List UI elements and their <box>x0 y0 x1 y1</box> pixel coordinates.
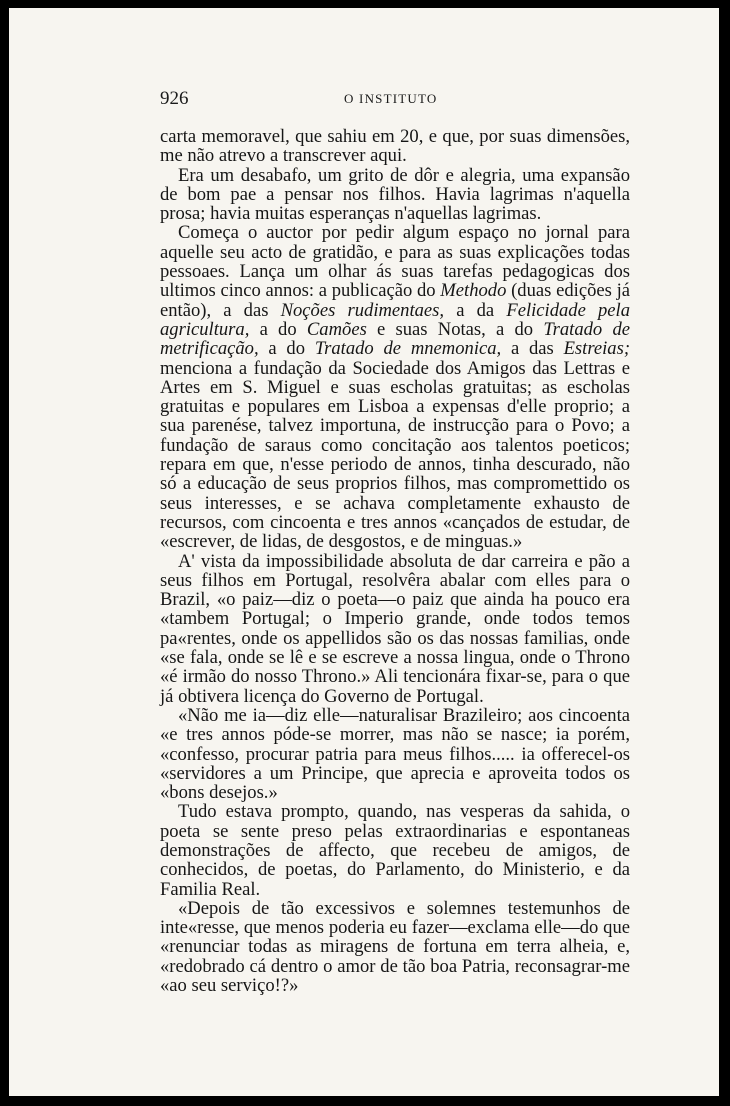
book-title-estreias: Estreias; <box>563 338 631 360</box>
page-number: 926 <box>160 88 189 109</box>
book-title-felicidade: Felicidade pela agricultura, <box>160 299 631 340</box>
running-title: O INSTITUTO <box>344 91 438 106</box>
scan-border-top <box>0 0 730 8</box>
scan-border-left <box>0 0 9 1106</box>
scan-border-bottom <box>0 1096 730 1106</box>
book-title-mnemonica: Tratado de mnemonica, <box>314 338 502 360</box>
text-run: (duas edições já então), a das <box>160 280 630 321</box>
paragraph-6: Tudo estava prompto, quando, nas vesperas da sahida, o poeta se sente preso pelas extraordinarias e espontaneas demonstrações de affecto, que recebeu de amigos, de conhecidos, de poetas, do Parlamento, do Ministerio, e da Familia Real. <box>160 801 630 900</box>
text-run: e suas Notas, a do <box>366 318 544 340</box>
page-header <box>160 88 630 112</box>
text-run: a do <box>258 338 315 360</box>
paragraph-2: Era um desabafo, um grito de dôr e alegria, uma expansão de bom pae a pensar nos filhos. Havia lagrimas n'aquella prosa; havia muitas esperanças n'aquellas lagrimas. <box>160 164 630 225</box>
paragraph-7: «Depois de tão excessivos e solemnes testemunhos de inte«resse, que menos poderia eu fazer—exclama elle—do que «renunciar todas as miragens de fortuna em terra alheia, e, «redobrado cá dentro o amor de tão boa Patria, reconsagrar-me «ao seu serviço!?» <box>160 897 630 997</box>
paragraph-1: carta memoravel, que sahiu em 20, e que, por suas dimensões, me não atrevo a transcrever aqui. <box>160 126 630 167</box>
book-title-metrificacao: Tratado de metrificação, <box>160 318 630 360</box>
body-text <box>160 127 630 995</box>
paragraph-4: A' vista da impossibilidade absoluta de dar carreira e pão a seus filhos em Portugal, resolvêra abalar com elles para o Brazil, «o paiz—diz o poeta—o paiz que ainda ha pouco era «tambem Portugal; o Imperio grande, onde todos temos pa«rentes, onde os appellidos são os das nossas familias, onde «se fala, onde se lê e se escreve a nossa lingua, onde o Throno «é irmão do nosso Throno.» Ali tencionára fixar-se, para o que já obtivera licença do Governo de Portugal. <box>160 550 630 707</box>
scan-border-right <box>719 0 730 1106</box>
text-run: a da <box>444 299 507 321</box>
paragraph-5: «Não me ia—diz elle—naturalisar Brazileiro; aos cincoenta «e tres annos póde-se morrer, mas não se nasce; ia porém, «confesso, procurar patria para meus filhos..... ia offerecel-os «servidores a um Principe, que aprecia e aproveita todos os «bons desejos.» <box>160 704 630 804</box>
text-run: menciona a fundação da Sociedade dos Amigos das Lettras e Artes em S. Miguel e suas escholas gratuitas; as escholas gratuitas e populares em Lisboa a expensas d'elle proprio; a sua parenése, talvez importuna, de instrucção para o Povo; a fundação de saraus como concitação aos talentos poeticos; repara em que, n'esse periodo de annos, tinha descurado, não só a educação de seus proprios filhos, mas compromettido os seus interesses, e se achava completamente exhausto de recursos, com cincoenta e tres annos «cançados de estudar, de «escrever, de lidas, de desgostos, e de minguas.» <box>160 357 630 553</box>
text-run: a das <box>501 338 564 360</box>
book-title-nocoes: Noções rudimentaes, <box>280 299 445 321</box>
book-title-methodo: Methodo <box>440 280 507 302</box>
text-run: Começa o auctor por pedir algum espaço no jornal para aquelle seu acto de gratidão, e para as suas explicações todas pessoaes. Lança um olhar ás suas tarefas pedagogicas dos ultimos cinco annos: a publicação do <box>160 222 630 302</box>
paragraph-3 <box>160 223 630 551</box>
book-title-camoes: Camões <box>306 318 367 340</box>
text-run: a do <box>249 318 307 340</box>
